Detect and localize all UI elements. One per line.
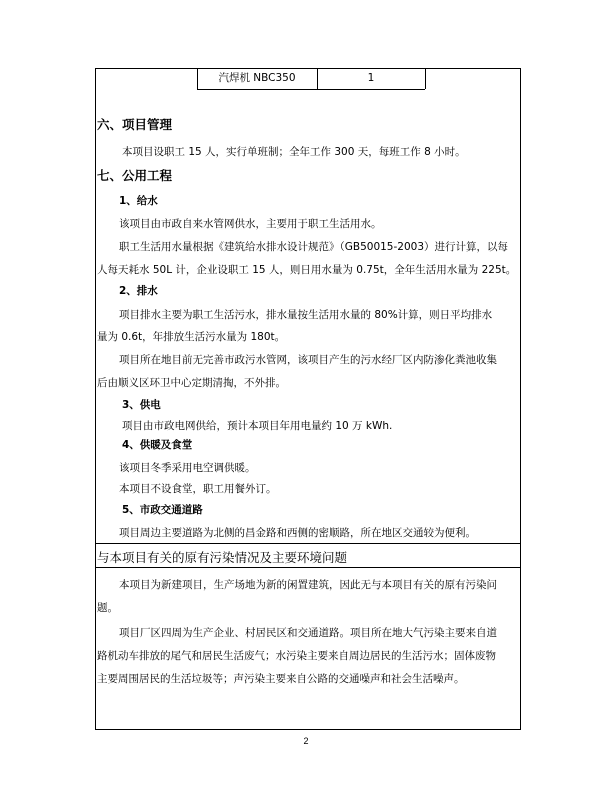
- drainage-title: 2、排水: [119, 285, 158, 297]
- heating-p2: 本项目不设食堂，职工用餐外订。: [119, 483, 277, 495]
- section-6-title: 六、项目管理: [97, 117, 173, 132]
- power-p1: 项目由市政电网供给，预计本项目年用电量约 10 万 kWh.: [122, 420, 393, 432]
- pollution-p2-line3: 主要周围居民的生活垃圾等；声污染主要来自公路的交通噪声和社会生活噪声。: [97, 673, 465, 685]
- equipment-name-cell: 汽焊机 NBC350: [218, 72, 296, 84]
- pollution-p1-line2: 题。: [97, 602, 118, 614]
- power-title: 3、供电: [122, 399, 161, 411]
- table-bottom-border: [197, 89, 425, 90]
- water-supply-p2-line2: 人每天耗水 50L 计，企业设职工 15 人，则日用水量为 0.75t，全年生活用水量为 225t。: [97, 264, 517, 276]
- drainage-p2-line2: 后由顺义区环卫中心定期清掏，不外排。: [97, 377, 286, 389]
- water-supply-p1: 该项目由市政自来水管网供水，主要用于职工生活用水。: [119, 218, 382, 230]
- section-divider: [95, 543, 521, 544]
- water-supply-p2-line1: 职工生活用水量根据《建筑给水排水设计规范》（GB50015-2003）进行计算，以每: [119, 241, 509, 253]
- section-7-title: 七、公用工程: [97, 168, 173, 183]
- section-6-body: 本项目设职工 15 人，实行单班制；全年工作 300 天，每班工作 8 小时。: [122, 146, 466, 158]
- water-supply-title: 1、给水: [119, 195, 158, 207]
- heating-title: 4、供暖及食堂: [122, 439, 193, 451]
- drainage-p2-line1: 项目所在地目前无完善市政污水管网，该项目产生的污水经厂区内防渗化粪池收集: [119, 354, 497, 366]
- pollution-section-title: 与本项目有关的原有污染情况及主要环境问题: [97, 550, 348, 565]
- pollution-p2-line1: 项目厂区四周为生产企业、村居民区和交通道路。项目所在地大气污染主要来自道: [119, 627, 497, 639]
- heating-p1: 该项目冬季采用电空调供暖。: [119, 462, 256, 474]
- drainage-p1-line1: 项目排水主要为职工生活污水，排水量按生活用水量的 80%计算，则日平均排水: [119, 309, 493, 321]
- table-divider: [425, 68, 426, 89]
- drainage-p1-line2: 量为 0.6t，年排放生活污水量为 180t。: [97, 331, 286, 343]
- traffic-p1: 项目周边主要道路为北侧的昌金路和西侧的密顺路，所在地区交通较为便利。: [119, 527, 476, 539]
- traffic-title: 5、市政交通道路: [122, 504, 203, 516]
- equipment-quantity-cell: 1: [367, 72, 375, 84]
- pollution-p1-line1: 本项目为新建项目，生产场地为新的闲置建筑，因此无与本项目有关的原有污染问: [119, 579, 497, 591]
- pollution-p2-line2: 路机动车排放的尾气和居民生活废气；水污染主要来自周边居民的生活污水；固体废物: [97, 650, 496, 662]
- section-divider: [95, 567, 521, 568]
- page-number: 2: [303, 736, 309, 746]
